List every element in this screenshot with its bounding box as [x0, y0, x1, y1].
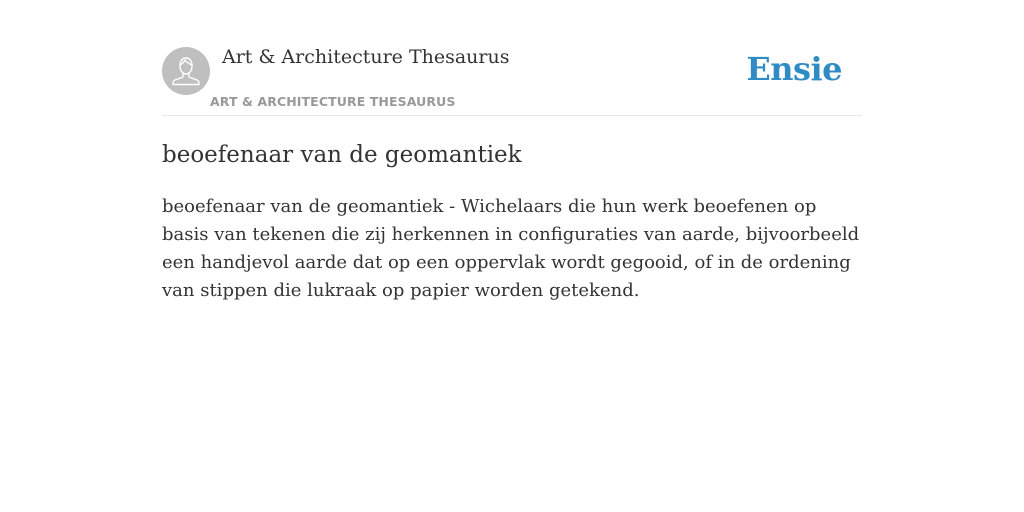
page-container: [162, 0, 862, 305]
user-placeholder-icon: [162, 47, 210, 95]
page-header: [162, 0, 862, 116]
author-name[interactable]: Art & Architecture Thesaurus: [222, 46, 510, 68]
avatar[interactable]: [162, 47, 210, 95]
definition-text: beoefenaar van de geomantiek - Wichelaars die hun werk beoefenen op basis van tekenen die zij herkennen in configuraties van aarde, bijvoorbeeld een handjevol aarde dat op een oppervlak wordt gegooid, of in de ordening van stippen die lukraak op papier worden getekend.: [162, 196, 860, 301]
ensie-logo[interactable]: Ensie: [746, 50, 842, 88]
page-title: beoefenaar van de geomantiek: [162, 142, 522, 168]
category-label[interactable]: ART & ARCHITECTURE THESAURUS: [210, 94, 456, 109]
